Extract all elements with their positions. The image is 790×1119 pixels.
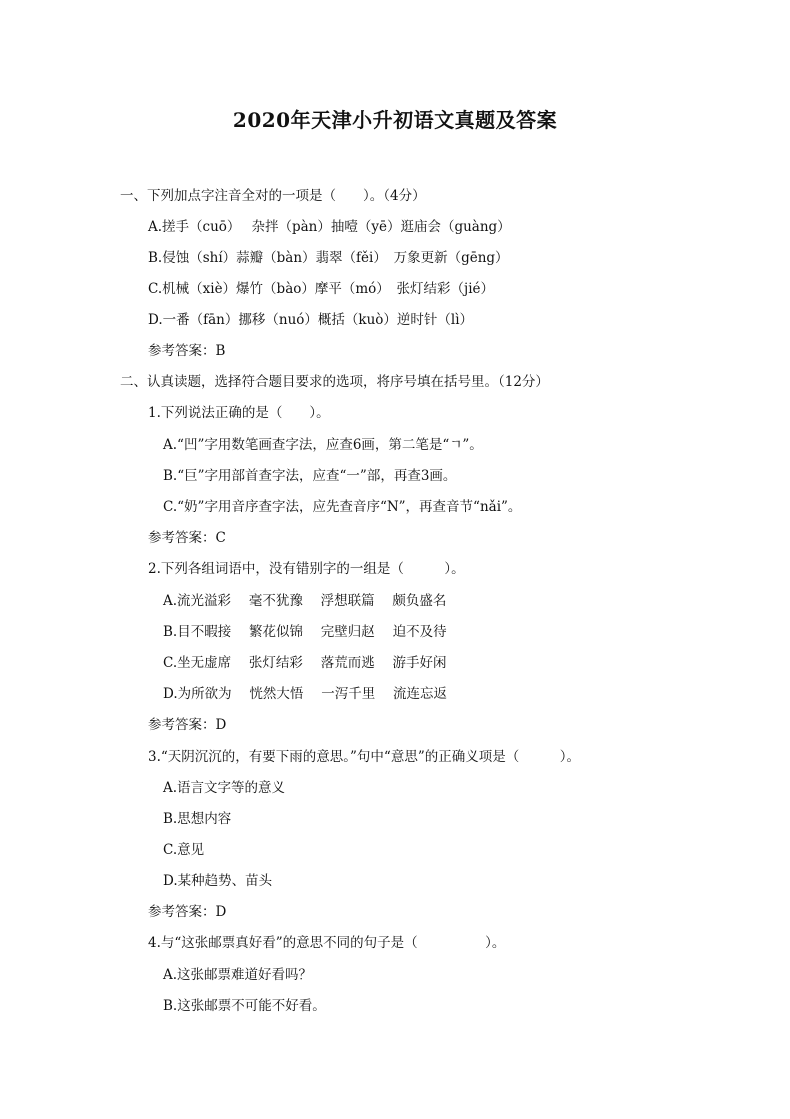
q1-answer: 参考答案：C	[148, 530, 226, 546]
q2-option-c: C.坐无虚席 张灯结彩 落荒而逃 游手好闲	[163, 655, 447, 671]
section-1-heading: 一、下列加点字注音全对的一项是（ ）。（4分）	[120, 188, 426, 204]
q4-option-a: A.这张邮票难道好看吗？	[163, 967, 313, 983]
q4-option-b: B.这张邮票不可能不好看。	[163, 998, 326, 1014]
q3-option-d: D.某种趋势、苗头	[163, 873, 273, 889]
q1-option-c: C.“奶”字用音序查字法，应先查音序“N”，再查音节“nǎi”。	[163, 499, 522, 515]
s1-answer: 参考答案：B	[148, 343, 226, 359]
s1-option-c: C.机械（xiè）爆竹（bào）摩平（mó） 张灯结彩（jié）	[148, 281, 495, 297]
q2-answer: 参考答案：D	[148, 717, 227, 733]
section-2-heading: 二、认真读题，选择符合题目要求的选项，将序号填在括号里。（12分）	[120, 374, 549, 390]
q1-option-a: A.“凹”字用数笔画查字法，应查6画，第二笔是“ㄱ”。	[163, 437, 483, 453]
q3-option-c: C.意见	[163, 842, 205, 858]
document-title: 2020年天津小升初语文真题及答案	[232, 108, 558, 132]
s1-option-b: B.侵蚀（shí）蒜瓣（bàn）翡翠（fěi） 万象更新（gēng）	[148, 250, 509, 266]
q3-option-a: A.语言文字等的意义	[163, 780, 286, 796]
q3-stem: 3.“天阴沉沉的，有要下雨的意思。”句中“意思”的正确义项是（ ）。	[148, 749, 580, 765]
s1-option-d: D.一番（fān）挪移（nuó）概括（kuò）逆时针（lì）	[148, 312, 474, 328]
q4-stem: 4.与“这张邮票真好看”的意思不同的句子是（ ）。	[148, 935, 506, 951]
q2-stem: 2.下列各组词语中，没有错别字的一组是（ ）。	[148, 561, 465, 577]
q1-option-b: B.“巨”字用部首查字法，应查“一”部，再查3画。	[163, 468, 457, 484]
q2-option-a: A.流光溢彩 毫不犹豫 浮想联篇 颇负盛名	[163, 593, 447, 609]
q1-stem: 1.下列说法正确的是（ ）。	[148, 405, 330, 421]
q3-answer: 参考答案：D	[148, 904, 227, 920]
q2-option-b: B.目不暇接 繁花似锦 完壁归赵 迫不及待	[163, 624, 447, 640]
q2-option-d: D.为所欲为 恍然大悟 一泻千里 流连忘返	[163, 686, 448, 702]
q3-option-b: B.思想内容	[163, 811, 232, 827]
s1-option-a: A.搓手（cuō） 杂拌（pàn）抽噎（yē）逛庙会（guàng）	[148, 219, 511, 235]
